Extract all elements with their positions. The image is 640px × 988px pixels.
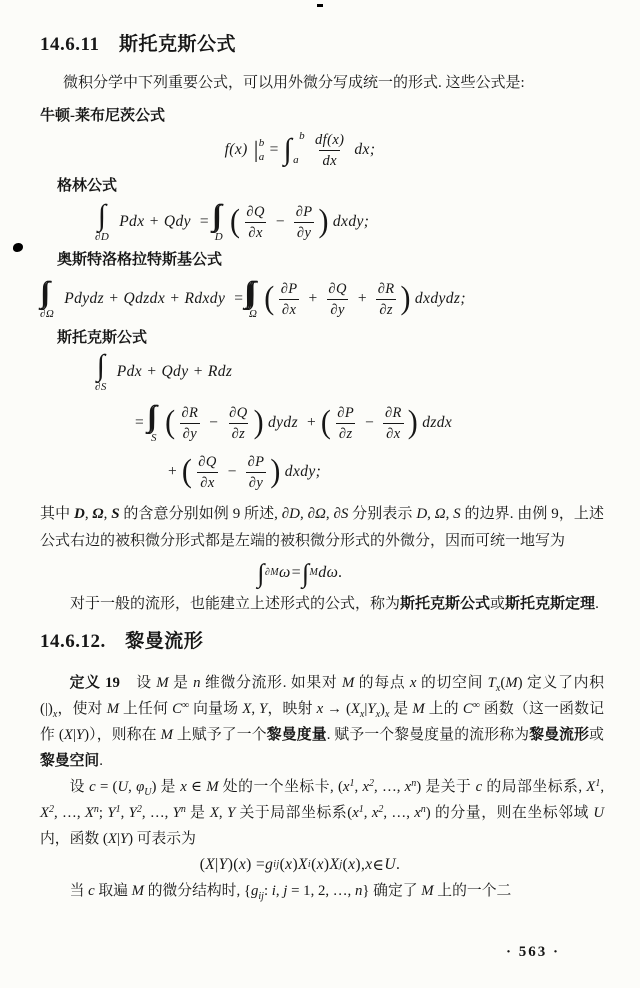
minus-sign: −	[364, 414, 375, 431]
right-paren: )	[270, 453, 281, 490]
fraction-denominator: ∂y	[294, 222, 314, 241]
double-integral-sign	[149, 403, 159, 431]
fraction	[178, 405, 201, 442]
closing-paragraph: 当 c 取遍 M 的微分结构时, {$g_{ij}$: i, j = 1, 2, …, n} 确定了 M 上的一个二	[69, 883, 512, 902]
plus-sign: +	[307, 290, 319, 307]
page-number: · 563 ·	[506, 944, 561, 960]
stokes-formula-label: 斯托克斯公式	[57, 330, 148, 346]
evaluation-bar: |	[253, 137, 259, 162]
math-text: dx;	[354, 141, 376, 158]
left-paren: (	[229, 203, 241, 240]
double-integral-sign	[214, 202, 224, 230]
fraction-denominator: ∂x	[279, 299, 299, 318]
fraction-denominator: ∂x	[245, 222, 265, 241]
formula-riemann-metric: ( X | Y )( x ) = g ij ( x ) X i ( x ) X j ( x ), x ∈ U .	[199, 856, 401, 874]
green-formula-label: 格林公式	[57, 178, 118, 194]
newton-leibniz-label: 牛顿-莱布尼茨公式	[40, 108, 165, 124]
fraction	[375, 281, 398, 318]
fraction-numerator: ∂P	[337, 404, 355, 421]
left-paren: (	[181, 453, 193, 490]
integral-with-domain	[40, 279, 54, 320]
fraction-numerator: ∂R	[377, 280, 395, 297]
equals-sign: =	[198, 213, 210, 230]
left-paren: (	[264, 280, 275, 317]
fraction	[195, 454, 219, 491]
math-text: dxdy;	[284, 463, 322, 480]
double-integral-sign	[42, 279, 52, 307]
math-text: Pdx + Qdy + Rdz	[116, 363, 233, 380]
fraction	[312, 132, 347, 169]
integral-sign: ∫	[96, 348, 106, 382]
right-paren: )	[400, 280, 411, 317]
upper-limit: b	[258, 137, 265, 149]
fraction-denominator: ∂y	[246, 472, 266, 491]
scan-ink-blob-left	[13, 243, 23, 252]
plus-sign: +	[306, 414, 317, 431]
formula-unified-stokes: ∫ ∂M ω = ∫ M dω .	[257, 558, 343, 588]
intro-paragraph: 微积分学中下列重要公式，可以用外微分写成统一的形式. 这些公式是:	[63, 75, 525, 91]
fraction-numerator: ∂Q	[328, 280, 347, 297]
equals-sign: =	[233, 290, 245, 307]
integral-sign: ∫	[283, 133, 293, 166]
integral-domain: ∂Ω	[40, 307, 55, 320]
lower-limit: a	[293, 154, 300, 166]
integral-limits	[293, 131, 305, 165]
right-paren: )	[318, 203, 329, 240]
equals-sign: =	[134, 414, 145, 431]
formula-newton-leibniz	[0, 129, 600, 171]
fraction-numerator: ∂Q	[229, 404, 248, 421]
fraction	[325, 281, 349, 318]
fraction	[382, 405, 405, 442]
fraction-numerator: df(x)	[315, 131, 345, 148]
right-paren: )	[253, 404, 264, 441]
integral-domain: Ω	[249, 307, 258, 320]
general-manifold-paragraph: 对于一般的流形，也能建立上述形式的公式，称为斯托克斯公式或斯托克斯定理.	[70, 596, 599, 612]
ostrogradsky-formula-label: 奥斯特洛格拉特斯基公式	[57, 252, 223, 268]
fraction-numerator: ∂P	[247, 453, 265, 470]
math-text: dzdx	[422, 414, 453, 431]
left-paren: (	[165, 404, 176, 441]
fraction-numerator: ∂R	[384, 404, 402, 421]
fraction	[293, 204, 316, 241]
scan-ink-mark-top	[317, 4, 323, 7]
coordinate-chart-paragraph: 设 c = (U, $\varphi_U$) 是 x ∈ M 处的一个坐标卡, ($x^1$, $x^2$, …, $x^n$) 是关于 c 的局部坐标系, $X^1$, $X^2$, …, $X^n$; $Y^1$, $Y^2$, …, $Y^n$ 是 X, Y 关于局部坐标系($x^1$, $x^2$, …, $x^n$) 的分量，则在坐标邻域 U 内，函数 (X|Y) 可表示为	[40, 778, 605, 847]
fraction	[278, 281, 301, 318]
lower-limit: a	[258, 151, 265, 163]
formula-stokes-line2	[130, 399, 640, 447]
fraction-numerator: ∂Q	[198, 453, 217, 470]
fraction	[226, 405, 250, 442]
formula-ostrogradsky	[40, 273, 640, 325]
integral-with-domain	[214, 202, 224, 243]
left-paren: (	[320, 404, 332, 441]
integral-domain: ∂D	[95, 230, 110, 243]
fraction-denominator: dx	[319, 150, 340, 169]
fraction-denominator: ∂y	[327, 299, 347, 318]
integral-domain: ∂S	[95, 380, 107, 393]
plus-sign: +	[356, 290, 368, 307]
section-heading-14-6-11: 14.6.11 斯托克斯公式	[40, 34, 236, 55]
math-text: dydz	[267, 414, 298, 431]
math-text: dxdydz;	[414, 290, 466, 307]
fraction-numerator: ∂P	[280, 280, 298, 297]
math-text: f(x)	[224, 141, 248, 158]
formula-stokes-line3	[163, 449, 640, 495]
fraction	[245, 454, 268, 491]
where-clause-paragraph: 其中 D, Ω, S 的含意分别如例 9 所述, ∂D, ∂Ω, ∂S 分别表示 D, Ω, S 的边界. 由例 9，上述公式右边的被积微分形式都是左端的被积微分形式的外微分，因而可统一地写为	[40, 506, 604, 549]
plus-sign: +	[167, 463, 178, 480]
triple-integral-sign	[248, 279, 258, 307]
right-paren: )	[407, 404, 419, 441]
formula-stokes-line1	[95, 349, 640, 395]
math-text: dxdy;	[332, 213, 370, 230]
formula-green	[95, 197, 640, 247]
fraction-numerator: ∂P	[295, 203, 313, 220]
fraction-denominator: ∂z	[229, 423, 249, 442]
evaluation-limits	[259, 138, 265, 162]
fraction-denominator: ∂x	[383, 423, 403, 442]
definition-19-paragraph: 定义 19 设 M 是 n 维微分流形. 如果对 M 的每点 x 的切空间 $T_x(M)$ 定义了内积 $(|)_x$，使对 M 上任何 C∞ 向量场 X, Y，映射 $x \to (X_x|Y_x)_x$ 是 M 上的 C∞ 函数（这一函数记作 (X|Y)），则称在 M 上赋予了一个黎曼度量. 赋予一个黎曼度量的流形称为黎曼流形或黎曼空间.	[40, 675, 605, 769]
fraction-denominator: ∂z	[336, 423, 356, 442]
upper-limit: b	[299, 130, 306, 142]
math-text: Pdx + Qdy	[119, 213, 191, 230]
minus-sign: −	[274, 213, 286, 230]
equals-sign: =	[268, 141, 280, 158]
integral-with-domain	[95, 198, 110, 243]
integral-with-domain	[149, 403, 159, 444]
fraction-denominator: ∂y	[180, 423, 200, 442]
section-heading-14-6-12: 14.6.12. 黎曼流形	[40, 631, 204, 652]
fraction	[243, 204, 267, 241]
fraction-denominator: ∂x	[197, 472, 217, 491]
fraction-numerator: ∂Q	[246, 203, 265, 220]
integral-with-domain	[95, 348, 107, 393]
integral-with-domain	[248, 279, 258, 320]
minus-sign: −	[208, 414, 220, 431]
fraction	[334, 405, 357, 442]
integral-domain: D	[214, 230, 224, 243]
integral-domain: S	[151, 431, 157, 444]
fraction-numerator: ∂R	[181, 404, 199, 421]
minus-sign: −	[226, 463, 238, 480]
integral-sign: ∫	[97, 198, 107, 232]
math-text: Pdydz + Qdzdx + Rdxdy	[64, 290, 226, 307]
fraction-denominator: ∂z	[376, 299, 396, 318]
